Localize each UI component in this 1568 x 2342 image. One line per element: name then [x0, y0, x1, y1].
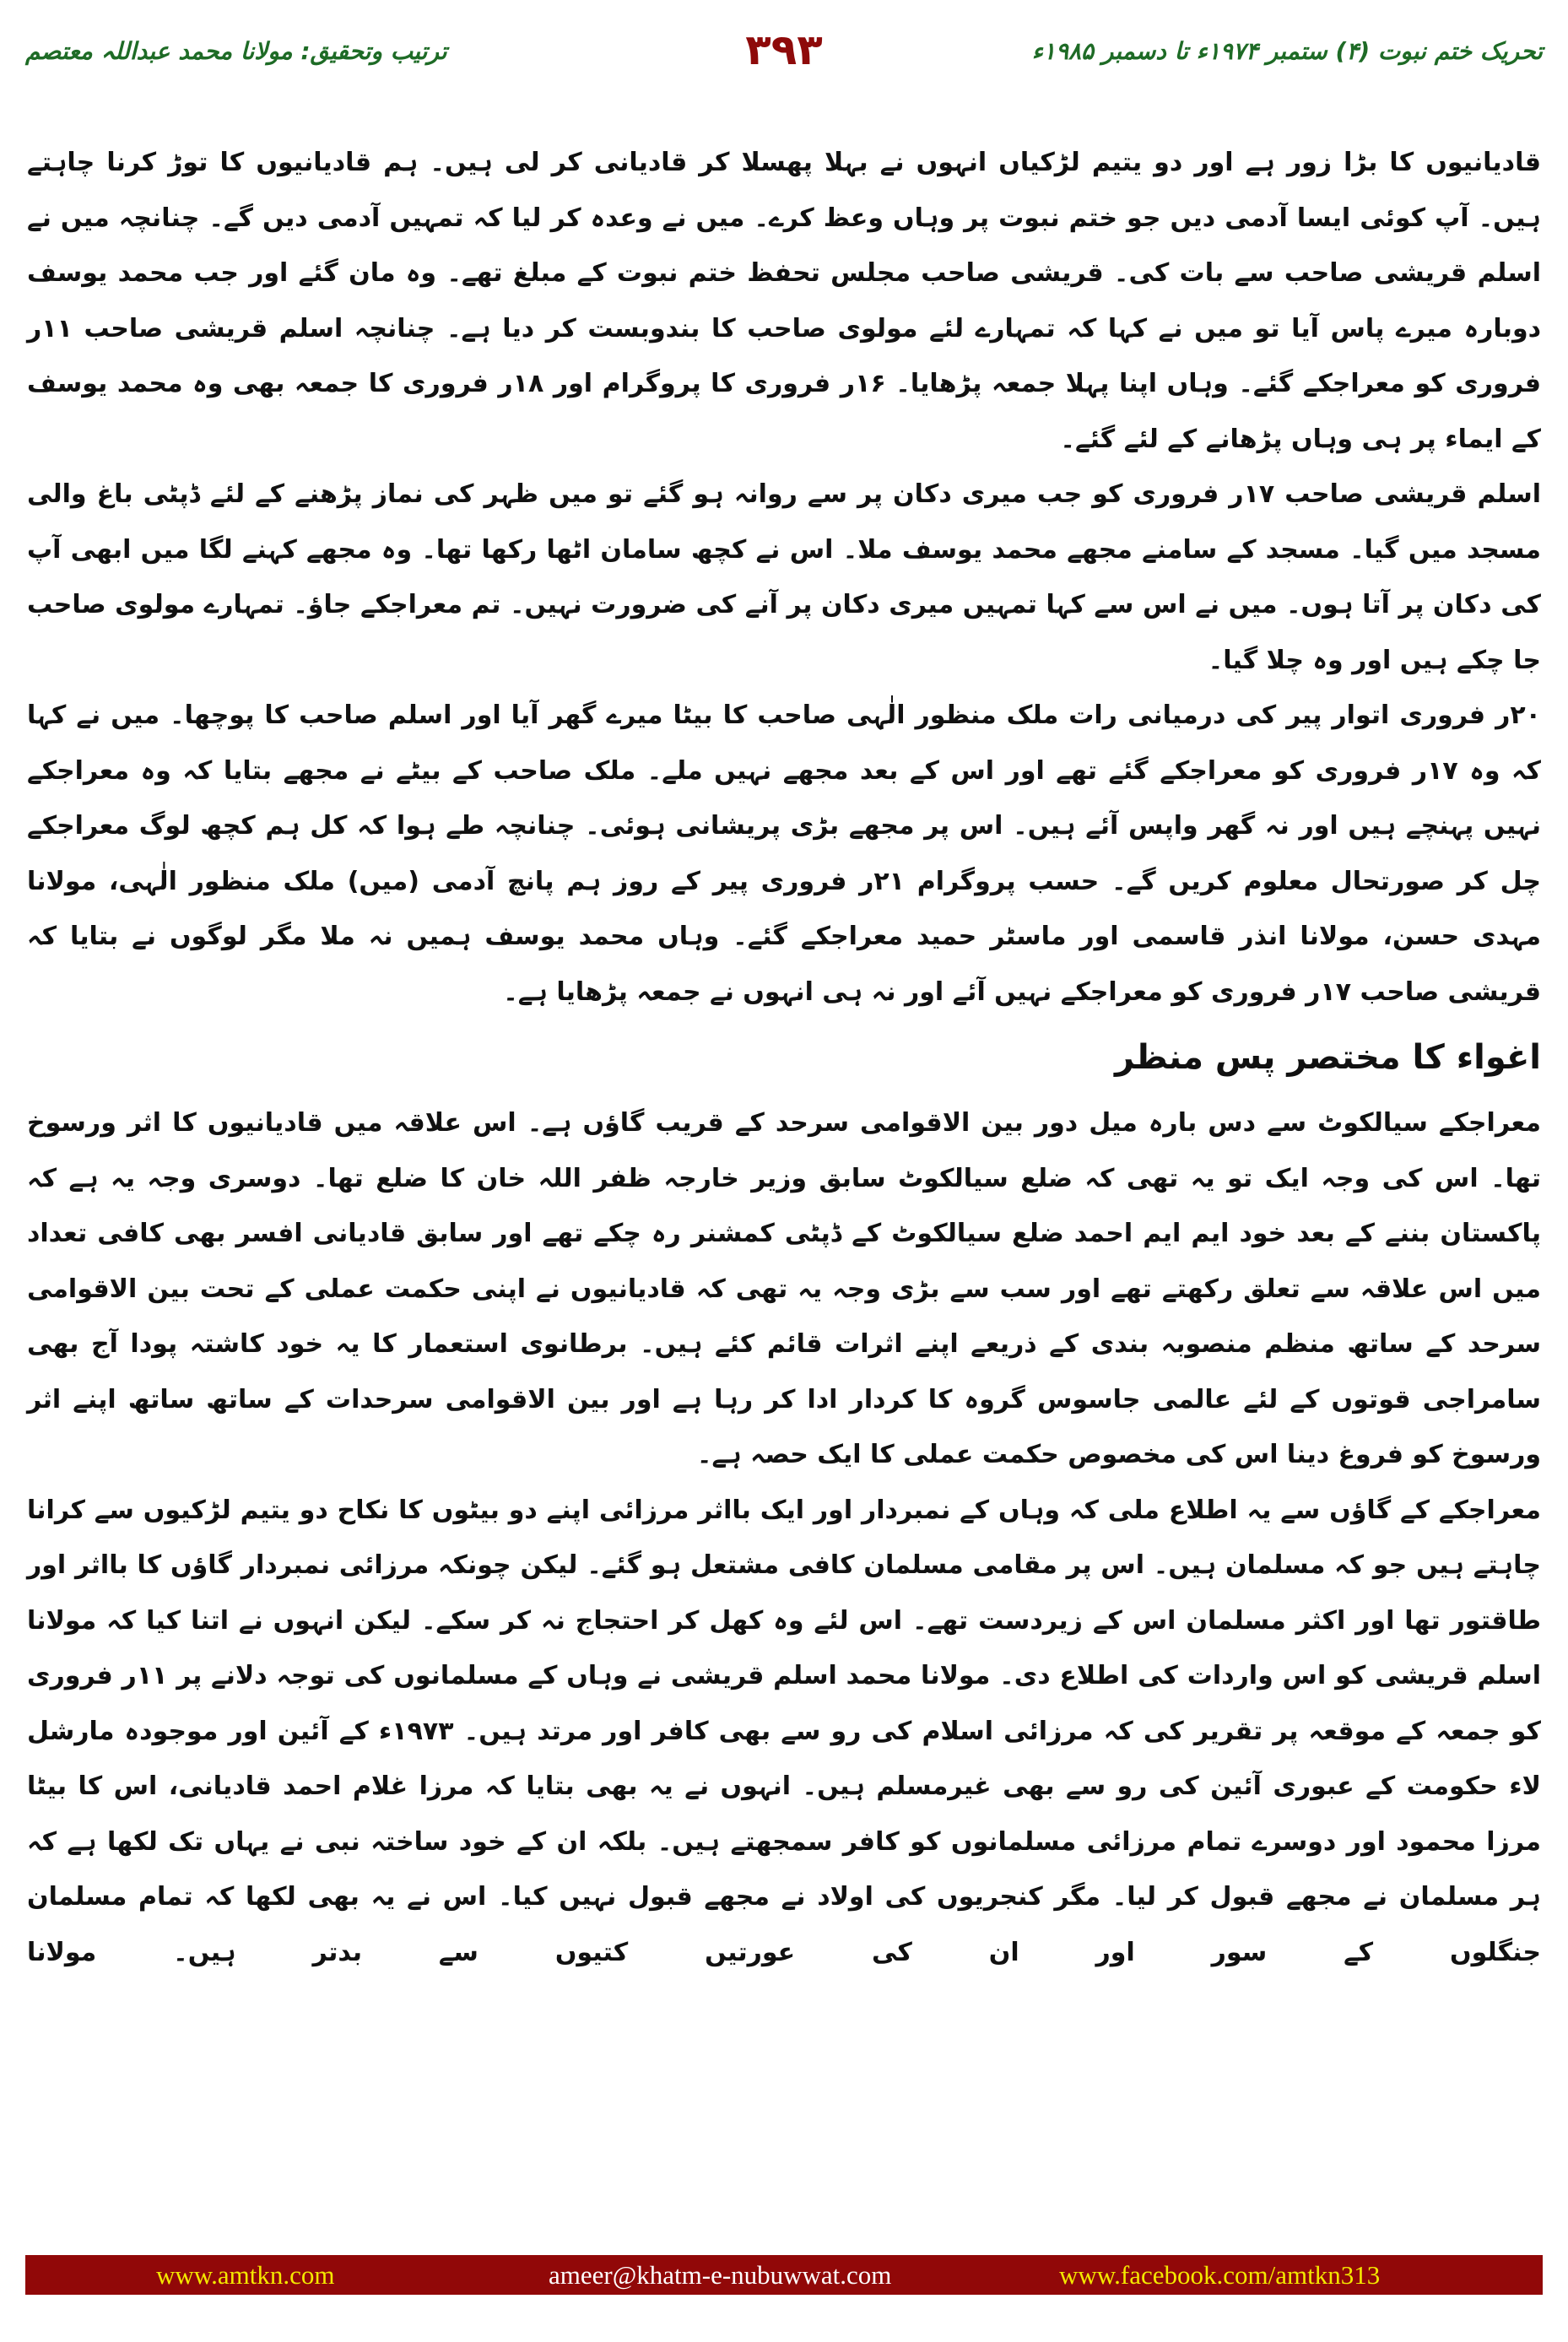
email-link[interactable]: ameer@khatm-e-nubuwwat.com	[549, 2259, 892, 2290]
facebook-link[interactable]: www.facebook.com/amtkn313	[1059, 2259, 1381, 2290]
section-heading: اغواء کا مختصر پس منظر	[1115, 1038, 1541, 1077]
paragraph: معراجکے سیالکوٹ سے دس بارہ میل دور بین الاقوامی سرحد کے قریب گاؤں ہے۔ اس علاقہ میں قادیانیوں کا اثر ورسوخ تھا۔ اس کی وجہ ایک تو یہ تھی کہ ضلع سیالکوٹ سابق وزیر خارجہ ظفر اللہ خان کا ضلع تھا۔ دوسری وجہ یہ ہے کہ پاکستان بننے کے بعد خود ایم ایم احمد ضلع سیالکوٹ کے ڈپٹی کمشنر رہ چکے تھے اور سابق قادیانی افسر بھی کافی تعداد میں اس علاقہ سے تعلق رکھتے تھے اور سب سے بڑی وجہ یہ تھی کہ قادیانیوں نے اپنی حکمت عملی کے تحت بین الاقوامی سرحد کے ساتھ منظم منصوبہ بندی کے ذریعے اپنے اثرات قائم کئے ہیں۔ برطانوی استعمار کا یہ خود کاشتہ پودا آج بھی سامراجی قوتوں کے لئے عالمی جاسوس گروہ کا کردار ادا کر رہا ہے اور بین الاقوامی سرحدات کے ساتھ ساتھ اپنے اثر ورسوخ کو فروغ دینا اس کی مخصوص حکمت عملی کا ایک حصہ ہے۔	[27, 1108, 1541, 1469]
page-number: ۳۹۳	[745, 25, 823, 74]
paragraph: معراجکے کے گاؤں سے یہ اطلاع ملی کہ وہاں کے نمبردار اور ایک بااثر مرزائی اپنے دو بیٹوں کا نکاح دو یتیم لڑکیوں سے کرانا چاہتے ہیں جو کہ مسلمان ہیں۔ اس پر مقامی مسلمان کافی مشتعل ہو گئے۔ لیکن چونکہ مرزائی نمبردار گاؤں کا بااثر اور طاقتور تھا اور اکثر مسلمان اس کے زیردست تھے۔ اس لئے وہ کھل کر احتجاج نہ کر سکے۔ لیکن انہوں نے اتنا کیا کہ مولانا اسلم قریشی کو اس واردات کی اطلاع دی۔ مولانا محمد اسلم قریشی نے وہاں کے مسلمانوں کی توجہ دلانے پر ۱۱ر فروری کو جمعہ کے موقعہ پر تقریر کی کہ مرزائی اسلام کی رو سے بھی کافر اور مرتد ہیں۔ ۱۹۷۳ء کے آئین اور موجودہ مارشل لاء حکومت کے عبوری آئین کی رو سے بھی غیرمسلم ہیں۔ انہوں نے یہ بھی بتایا کہ مرزا غلام احمد قادیانی، اس کا بیٹا مرزا محمود اور دوسرے تمام مرزائی مسلمانوں کو کافر سمجھتے ہیں۔ بلکہ ان کے خود ساختہ نبی نے یہاں تک لکھا ہے کہ ہر مسلمان نے مجھے قبول کر لیا۔ مگر کنجریوں کی اولاد نے مجھے قبول نہیں کیا۔ اس نے یہ بھی لکھا کہ تمام مسلمان جنگلوں کے سور اور ان کی عورتیں کتیوں سے بدتر ہیں۔ مولانا	[27, 1495, 1542, 1967]
website-link[interactable]: www.amtkn.com	[156, 2259, 335, 2290]
page-body	[27, 135, 1541, 1980]
paragraph: قادیانیوں کا بڑا زور ہے اور دو یتیم لڑکیاں انہوں نے بہلا پھسلا کر قادیانی کر لی ہیں۔ ہم قادیانیوں کا توڑ کرنا چاہتے ہیں۔ آپ کوئی ایسا آدمی دیں جو ختم نبوت پر وہاں وعظ کرے۔ میں نے وعدہ کر لیا کہ تمہیں آدمی دیں گے۔ چنانچہ میں نے اسلم قریشی صاحب سے بات کی۔ قریشی صاحب مجلس تحفظ ختم نبوت کے مبلغ تھے۔ وہ مان گئے اور جب محمد یوسف دوبارہ میرے پاس آیا تو میں نے کہا کہ تمہارے لئے مولوی صاحب کا بندوبست کر دیا ہے۔ چنانچہ اسلم قریشی صاحب ۱۱ر فروری کو معراجکے گئے۔ وہاں اپنا پہلا جمعہ پڑھایا۔ ۱۶ر فروری کا پروگرام اور ۱۸ر فروری کا جمعہ بھی وہ محمد یوسف کے ایماء پر ہی وہاں پڑھانے کے لئے گئے۔	[27, 148, 1541, 454]
paragraph: اسلم قریشی صاحب ۱۷ر فروری کو جب میری دکان پر سے روانہ ہو گئے تو میں ظہر کی نماز پڑھنے کے لئے ڈپٹی باغ والی مسجد میں گیا۔ مسجد کے سامنے مجھے محمد یوسف ملا۔ اس نے کچھ سامان اٹھا رکھا تھا۔ وہ مجھے کہنے لگا میں ابھی آپ کی دکان پر آتا ہوں۔ میں نے اس سے کہا تمہیں میری دکان پر آنے کی ضرورت نہیں۔ تم معراجکے جاؤ۔ تمہارے مولوی صاحب جا چکے ہیں اور وہ چلا گیا۔	[27, 479, 1542, 675]
paragraph: ۲۰ر فروری اتوار پیر کی درمیانی رات ملک منظور الٰہی صاحب کا بیٹا میرے گھر آیا اور اسلم صاحب کا پوچھا۔ میں نے کہا کہ وہ ۱۷ر فروری کو معراجکے گئے تھے اور اس کے بعد مجھے نہیں ملے۔ ملک صاحب کے بیٹے نے مجھے بتایا کہ وہ معراجکے نہیں پہنچے ہیں اور نہ گھر واپس آئے ہیں۔ اس پر مجھے بڑی پریشانی ہوئی۔ چنانچہ طے ہوا کہ کل ہم کچھ لوگ معراجکے چل کر صورتحال معلوم کریں گے۔ حسب پروگرام ۲۱ر فروری پیر کے روز ہم پانچ آدمی (میں) ملک منظور الٰہی، مولانا مہدی حسن، مولانا انذر قاسمی اور ماسٹر حمید معراجکے گئے۔ وہاں محمد یوسف ہمیں نہ ملا مگر لوگوں نے بتایا کہ قریشی صاحب ۱۷ر فروری کو معراجکے نہیں آئے اور نہ ہی انہوں نے جمعہ پڑھایا ہے۔	[27, 700, 1541, 1007]
book-title: تحریک ختم نبوت (۴) ستمبر ۱۹۷۴ء تا دسمبر ۱۹۸۵ء	[1031, 37, 1543, 65]
page-header	[25, 25, 1543, 84]
compiler-credit: ترتیب وتحقیق: مولانا محمد عبداللہ معتصم	[25, 37, 447, 65]
page-footer	[25, 2255, 1543, 2295]
